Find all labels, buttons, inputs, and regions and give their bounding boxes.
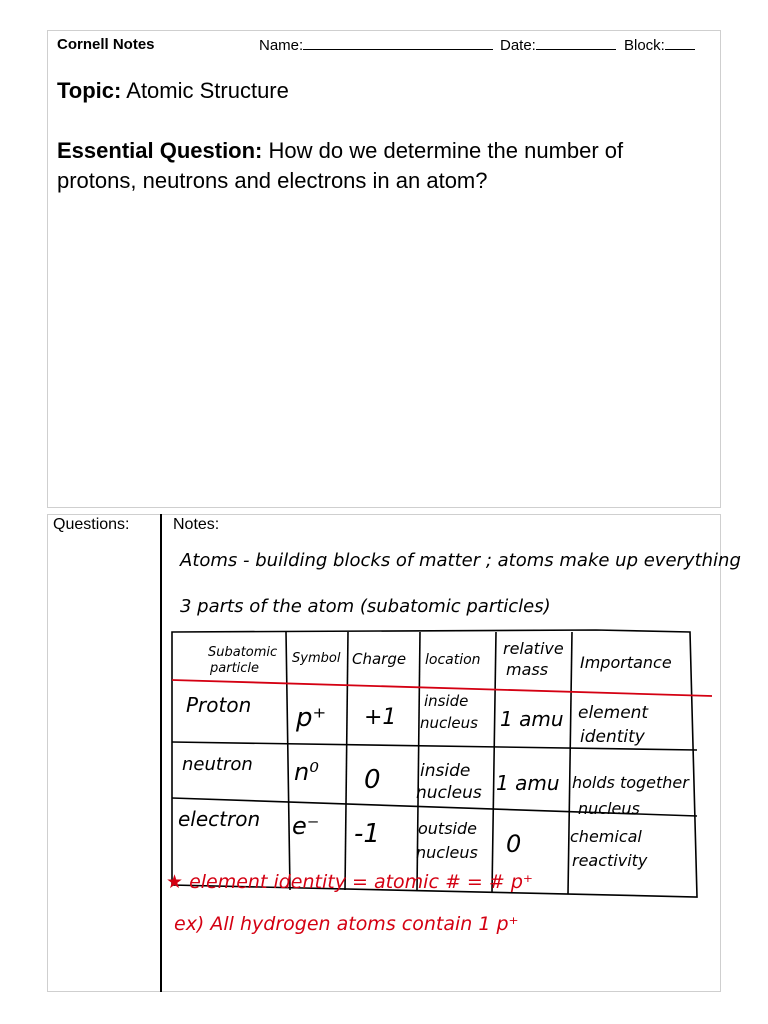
cell-electron-mass: 0	[506, 830, 522, 858]
cell-neutron-symbol: n⁰	[294, 758, 319, 786]
header-subatomic: Subatomic	[208, 645, 278, 660]
header-particle: particle	[210, 661, 260, 676]
topic-label: Topic:	[57, 78, 122, 103]
essential-question-line2: protons, neutrons and electrons in an atom?	[57, 168, 488, 193]
header-importance: Importance	[580, 653, 672, 672]
cell-neutron-charge: 0	[364, 765, 381, 795]
table-col-line	[286, 632, 290, 890]
cell-electron-charge: -1	[354, 819, 380, 849]
cell-proton: Proton	[186, 693, 252, 717]
notes-line-2: 3 parts of the atom (subatomic particles)	[180, 596, 551, 617]
cell-electron-loc-2: nucleus	[416, 843, 478, 862]
cell-proton-imp-1: element	[578, 703, 649, 723]
cell-electron: electron	[178, 807, 261, 831]
cell-electron-imp-1: chemical	[570, 827, 642, 846]
cell-neutron-imp-1: holds together	[572, 773, 689, 792]
cell-proton-loc-2: nucleus	[420, 714, 478, 732]
page-title: Cornell Notes	[57, 36, 155, 53]
table-col-line	[345, 632, 348, 890]
header-symbol: Symbol	[292, 651, 341, 666]
red-note-2: ex) All hydrogen atoms contain 1 p⁺	[174, 913, 519, 935]
cell-neutron-mass: 1 amu	[496, 771, 560, 795]
red-note-1: ★ element identity = atomic # = # p⁺	[166, 871, 533, 893]
questions-label: Questions:	[53, 516, 130, 533]
cell-proton-imp-2: identity	[580, 727, 645, 747]
notes-label: Notes:	[173, 516, 220, 533]
cell-neutron: neutron	[182, 754, 253, 775]
cell-electron-imp-2: reactivity	[572, 851, 648, 870]
cell-proton-symbol: p⁺	[296, 703, 327, 733]
cell-proton-mass: 1 amu	[500, 707, 564, 731]
cell-proton-loc-1: inside	[424, 692, 469, 710]
block-label: Block:	[624, 37, 665, 54]
header-location: location	[425, 652, 481, 668]
topic-value: Atomic Structure	[126, 78, 289, 103]
header-relative: relative	[503, 639, 564, 658]
header-mass: mass	[506, 660, 549, 679]
notes-line-1: Atoms - building blocks of matter ; atoms make up everything	[180, 550, 741, 571]
cell-neutron-imp-2: nucleus	[578, 799, 640, 818]
cell-electron-symbol: e⁻	[292, 812, 320, 840]
table-col-line	[492, 632, 496, 892]
essential-question-label: Essential Question:	[57, 138, 263, 163]
cell-neutron-loc-2: nucleus	[416, 783, 482, 803]
name-label: Name:	[259, 37, 304, 54]
cell-neutron-loc-1: inside	[420, 761, 471, 781]
date-label: Date:	[500, 37, 536, 54]
header-charge: Charge	[352, 650, 407, 668]
cell-electron-loc-1: outside	[418, 819, 477, 838]
cell-proton-charge: +1	[364, 705, 397, 730]
essential-question-line1: How do we determine the number of	[268, 138, 624, 163]
